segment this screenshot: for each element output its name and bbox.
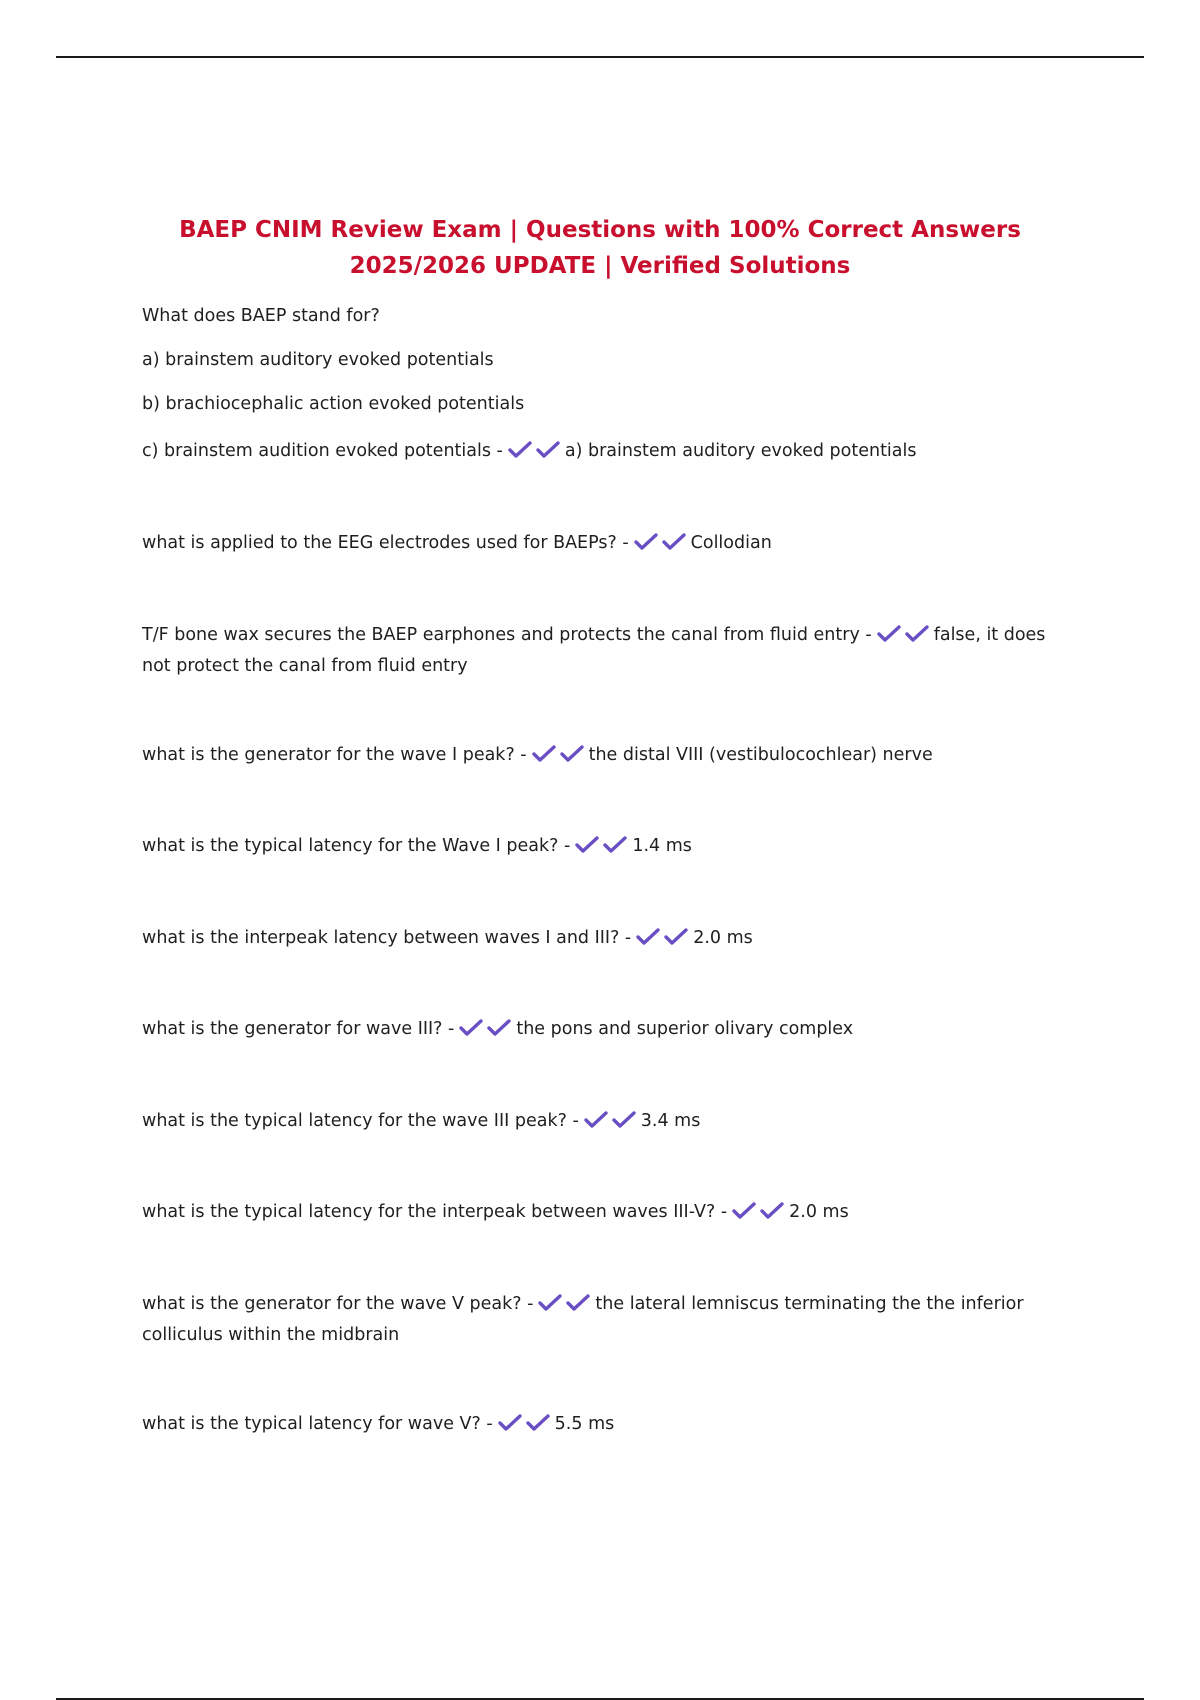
qa-answer: the lateral lemniscus terminating the the inferior colliculus within the midbrain	[142, 1294, 1024, 1345]
double-check-icon	[531, 744, 587, 772]
qa-question: what is the interpeak latency between waves I and III? -	[142, 928, 632, 948]
qa-item-7	[142, 1107, 1062, 1138]
qa-item-8	[142, 1198, 1062, 1229]
question-1-text: What does BAEP stand for?	[142, 306, 380, 326]
qa-item-4	[142, 832, 1062, 863]
qa-answer: 1.4 ms	[632, 836, 692, 856]
qa-item-9	[142, 1290, 1062, 1349]
qa-question: what is the generator for wave III? -	[142, 1019, 455, 1039]
qa-question: what is the generator for the wave V peak? -	[142, 1294, 534, 1314]
qa-item-6	[142, 1015, 1062, 1046]
qa-answer: 3.4 ms	[640, 1111, 701, 1131]
top-rule	[56, 56, 1144, 58]
qa-item-10	[142, 1410, 1062, 1441]
qa-answer: 2.0 ms	[789, 1202, 849, 1222]
double-check-icon	[507, 440, 563, 468]
qa-question: what is applied to the EEG electrodes used for BAEPs? -	[142, 533, 629, 553]
qa-question: what is the typical latency for the Wave I peak? -	[142, 836, 571, 856]
qa-question: what is the typical latency for wave V? -	[142, 1414, 493, 1434]
double-check-icon	[537, 1293, 593, 1321]
double-check-icon	[497, 1413, 553, 1441]
qa-item-3	[142, 741, 1062, 772]
qa-question: T/F bone wax secures the BAEP earphones and protects the canal from fluid entry -	[142, 625, 872, 645]
qa-answer: the distal VIII (vestibulocochlear) nerve	[588, 745, 933, 765]
question-1-option-c: c) brainstem audition evoked potentials -	[142, 441, 503, 461]
double-check-icon	[731, 1201, 787, 1229]
qa-item-1	[142, 529, 1062, 560]
question-1-option-a: a) brainstem auditory evoked potentials	[142, 350, 494, 370]
double-check-icon	[574, 835, 630, 863]
qa-question: what is the generator for the wave I peak? -	[142, 745, 527, 765]
question-1-answer: a) brainstem auditory evoked potentials	[564, 441, 917, 461]
double-check-icon	[633, 532, 689, 560]
qa-answer: Collodian	[690, 533, 772, 553]
qa-question: what is the typical latency for the interpeak between waves III-V? -	[142, 1202, 728, 1222]
double-check-icon	[876, 624, 932, 652]
qa-answer: 5.5 ms	[554, 1414, 615, 1434]
double-check-icon	[458, 1018, 514, 1046]
qa-answer: 2.0 ms	[693, 928, 753, 948]
document-title: BAEP CNIM Review Exam | Questions with 100% Correct Answers 2025/2026 UPDATE | Verified Solutions	[179, 217, 1021, 279]
question-1-option-b: b) brachiocephalic action evoked potentials	[142, 394, 525, 414]
qa-question: what is the typical latency for the wave III peak? -	[142, 1111, 579, 1131]
qa-answer: false, it does not protect the canal from fluid entry	[142, 625, 1046, 676]
qa-answer: the pons and superior olivary complex	[516, 1019, 854, 1039]
double-check-icon	[635, 927, 691, 955]
double-check-icon	[583, 1110, 639, 1138]
question-1-option-c-answer	[142, 437, 1062, 468]
qa-item-2	[142, 621, 1062, 680]
qa-item-5	[142, 924, 1062, 955]
